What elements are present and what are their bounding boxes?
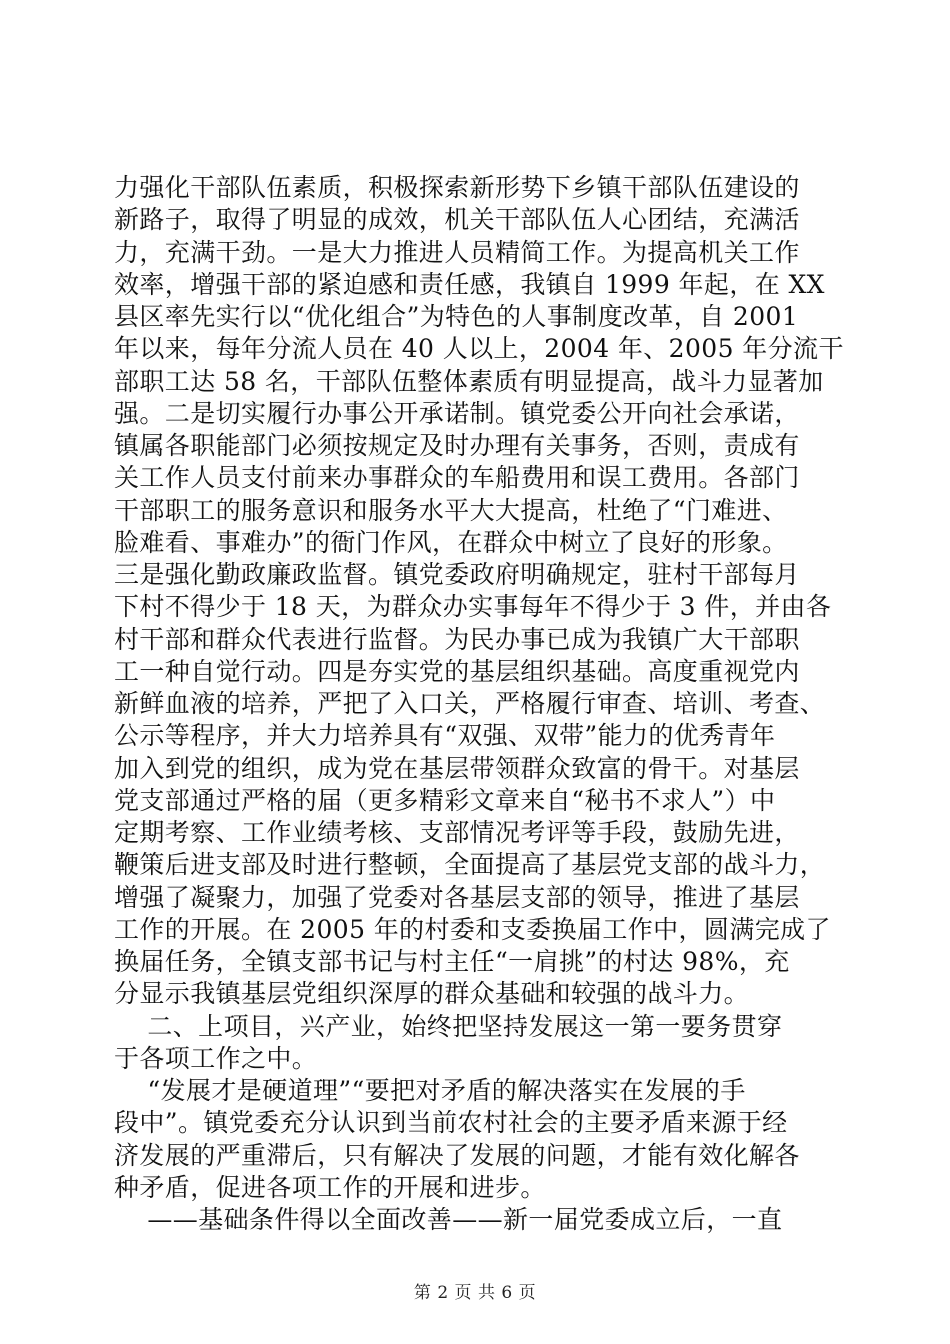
text-line: 种矛盾，促进各项工作的开展和进步。 [114,1172,546,1202]
text-line: 济发展的严重滞后，只有解决了发展的问题，才能有效化解各 [114,1140,800,1170]
text-line: 部职工达 58 名，干部队伍整体素质有明显提高，战斗力显著加 [114,366,824,396]
text-line: “发展才是硬道理”“要把对矛盾的解决落实在发展的手 [114,1076,746,1105]
text-line: 工作的开展。在 2005 年的村委和支委换届工作中，圆满完成了 [114,914,831,944]
page-footer: 第 2 页 共 6 页 [413,1283,537,1303]
text-line: 增强了凝聚力，加强了党委对各基层支部的领导，推进了基层 [114,882,800,912]
text-line: 关工作人员支付前来办事群众的车船费用和误工费用。各部门 [114,463,800,493]
text-line: 县区率先实行以“优化组合”为特色的人事制度改革，自 2001 [114,302,799,331]
text-line: 工一种自觉行动。四是夯实党的基层组织基础。高度重视党内 [114,656,800,686]
text-line: 分显示我镇基层党组织深厚的群众基础和较强的战斗力。 [114,979,750,1009]
text-line: 公示等程序，并大力培养具有“双强、双带”能力的优秀青年 [114,721,776,751]
text-line: 效率，增强干部的紧迫感和责任感，我镇自 1999 年起，在 XX [114,269,825,299]
text-line: 鞭策后进支部及时进行整顿，全面提高了基层党支部的战斗力， [114,850,826,880]
text-line: 脸难看、事难办”的衙门作风，在群众中树立了良好的形象。 [114,527,788,557]
text-line: ——基础条件得以全面改善——新一届党委成立后，一直 [114,1205,783,1234]
text-line: 新路子，取得了明显的成效，机关干部队伍人心团结，充满活 [114,205,800,235]
text-line: 强。二是切实履行办事公开承诺制。镇党委公开向社会承诺， [114,398,800,428]
text-line: 下村不得少于 18 天，为群众办实事每年不得少于 3 件，并由各 [114,592,832,622]
section-heading-line: 二、上项目，兴产业，始终把坚持发展这一第一要务贯穿 [114,1011,783,1041]
text-line: 年以来，每年分流人员在 40 人以上，2004 年、2005 年分流干 [114,334,844,364]
text-line: 干部职工的服务意识和服务水平大大提高，杜绝了“门难进、 [114,495,788,525]
text-line: 新鲜血液的培养，严把了入口关，严格履行审查、培训、考查、 [114,689,826,718]
section-heading-line: 于各项工作之中。 [114,1043,318,1073]
text-line: 段中”。镇党委充分认识到当前农村社会的主要矛盾来源于经 [114,1108,788,1138]
text-line: 党支部通过严格的届（更多精彩文章来自“秘书不求人”）中 [114,785,776,815]
body-text [114,172,846,1236]
text-line: 村干部和群众代表进行监督。为民办事已成为我镇广大干部职 [114,624,800,654]
text-line: 加入到党的组织，成为党在基层带领群众致富的骨干。对基层 [114,753,800,783]
text-line: 三是强化勤政廉政监督。镇党委政府明确规定，驻村干部每月 [114,560,800,589]
text-line: 力强化干部队伍素质，积极探索新形势下乡镇干部队伍建设的 [114,173,800,202]
text-line: 定期考察、工作业绩考核、支部情况考评等手段，鼓励先进， [114,818,800,847]
text-line: 换届任务，全镇支部书记与村主任“一肩挑”的村达 98%，充 [114,947,790,976]
text-line: 镇属各职能部门必须按规定及时办理有关事务，否则，责成有 [114,431,800,460]
text-line: 力，充满干劲。一是大力推进人员精简工作。为提高机关工作 [114,237,800,267]
